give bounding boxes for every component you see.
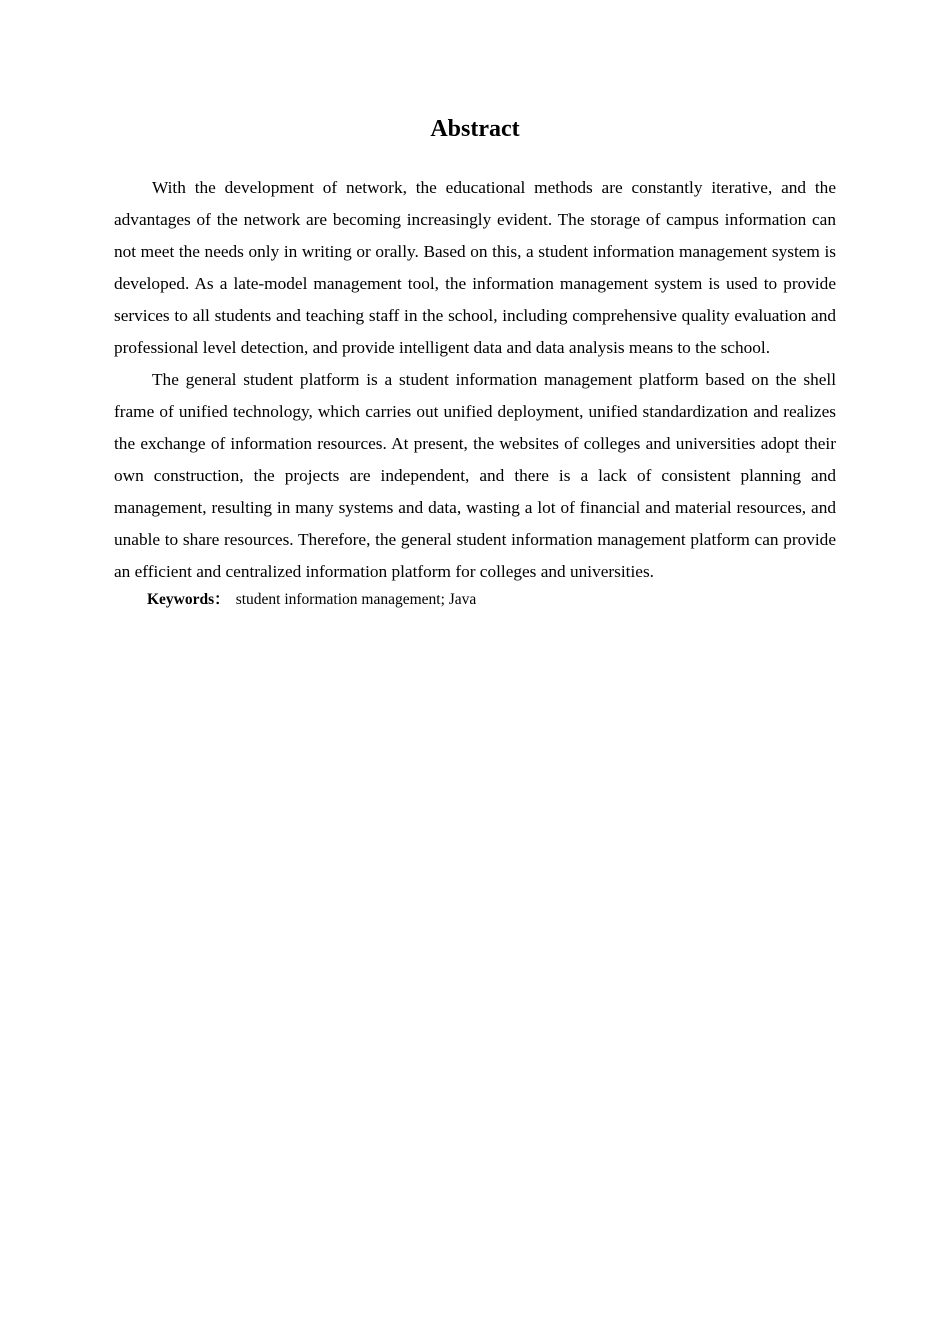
keywords-value: student information management; Java — [235, 591, 477, 608]
keywords-label: Keywords — [147, 591, 215, 608]
abstract-title: Abstract — [430, 116, 520, 142]
abstract-section — [114, 112, 836, 612]
keywords-line — [114, 588, 836, 612]
abstract-paragraph-2: The general student platform is a student information management platform based on the shell frame of unified technology, which carries out unified deployment, unified standardization and realizes the exchange of information resources. At present, the websites of colleges and universities adopt their own construction, the projects are independent, and there is a lack of consistent planning and management, resulting in many systems and data, wasting a lot of financial and material resources, and unable to share resources. Therefore, the general student information management platform can provide an efficient and centralized information platform for colleges and universities. — [114, 370, 836, 581]
abstract-paragraph-1: With the development of network, the educational methods are constantly iterative, and the advantages of the network are becoming increasingly evident. The storage of campus information can not meet the needs only in writing or orally. Based on this, a student information management system is developed. As a late-model management tool, the information management system is used to provide services to all students and teaching staff in the school, including comprehensive quality evaluation and professional level detection, and provide intelligent data and data analysis means to the school. — [114, 178, 836, 357]
abstract-body — [114, 172, 836, 612]
keywords-separator: ： — [214, 591, 230, 608]
